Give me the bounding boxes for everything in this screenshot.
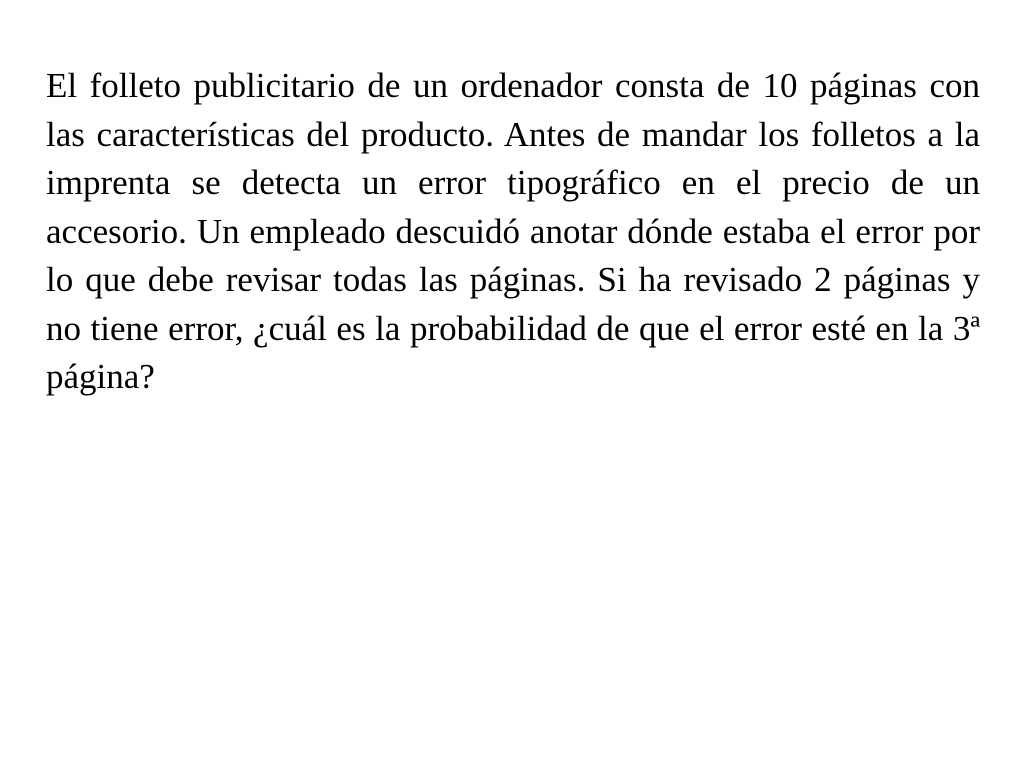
problem-statement: El folleto publicitario de un ordenador consta de 10 páginas con las características del producto. Antes de mandar los folletos a la imprenta se detecta un error tipográfico en el precio de un accesorio. Un empleado descuidó anotar dónde estaba el error por lo que debe revisar todas las páginas. Si ha revisado 2 páginas y no tiene error, ¿cuál es la probabilidad de que el error esté en la 3ª página? [46, 66, 980, 396]
